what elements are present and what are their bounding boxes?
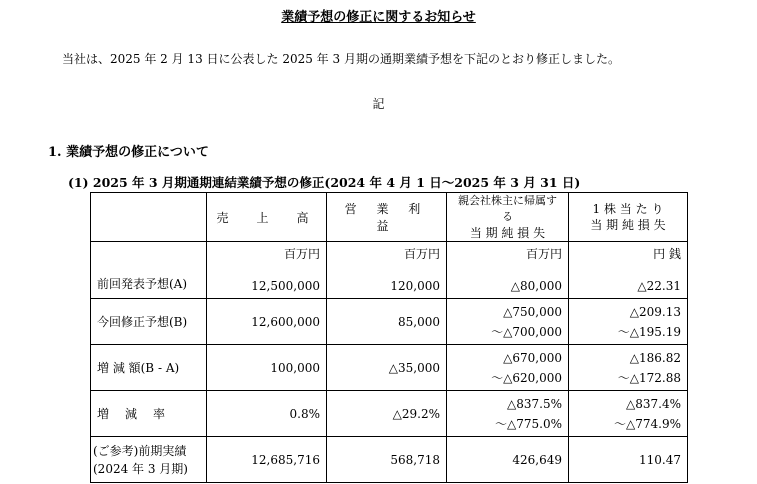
cell-net-income [447,242,569,299]
value-eps-to: ～△172.88 [617,370,681,385]
cell-net-income [447,345,569,391]
value-eps-from: △837.4% [626,396,681,411]
cell-eps [569,345,688,391]
cell-eps [569,242,688,299]
subsection-heading: (1) 2025 年 3 月期通期連結業績予想の修正(2024 年 4 月 1 日～2025 年 3 月 31 日) [68,175,581,190]
value-eps-to: ～△195.19 [617,324,681,339]
cell-eps [569,299,688,345]
value-operating-profit: 85,000 [327,299,447,345]
value-net-income-from: △837.5% [507,396,562,411]
header-net-income-line2: 当 期 純 損 失 [469,226,546,240]
value-sales: 100,000 [207,345,327,391]
value-operating-profit: 120,000 [390,279,440,293]
value-eps-from: △209.13 [629,304,681,319]
header-corner [91,193,207,242]
value-sales: 0.8% [207,391,327,437]
row-label [91,437,207,483]
value-net-income-to: ～△775.0% [495,416,562,431]
row-label: 増 減 額(B - A) [91,345,207,391]
row-label: 前回発表予想(A) [91,242,207,299]
forecast-table [90,192,688,483]
cell-operating-profit [327,242,447,299]
header-row [91,193,688,242]
row-label-line2: (2024 年 3 月期) [93,461,188,476]
cell-eps [569,391,688,437]
ki-marker: 記 [372,97,385,111]
header-eps-line2: 当 期 純 損 失 [590,218,666,232]
value-net-income-from: △670,000 [503,350,562,365]
unit-operating-profit: 百万円 [403,247,440,261]
value-net-income-to: ～△700,000 [491,324,562,339]
value-net-income: △80,000 [510,279,562,293]
cell-sales [207,242,327,299]
header-eps [569,193,688,242]
value-net-income: 426,649 [447,437,569,483]
cell-net-income [447,391,569,437]
value-sales: 12,500,000 [251,279,320,293]
table-row [91,299,688,345]
row-label: 増 減 率 [91,391,207,437]
row-label-line1: (ご参考)前期実績 [93,443,187,458]
header-operating-profit-label: 営 業 利 益 [344,202,429,233]
header-net-income [447,193,569,242]
document-title: 業績予想の修正に関するお知らせ [281,10,476,25]
header-eps-line1: 1 株 当 た り [592,202,664,216]
row-label: 今回修正予想(B) [91,299,207,345]
cell-net-income [447,299,569,345]
header-net-income-line1: 親会社株主に帰属する [458,194,557,223]
unit-eps: 円 銭 [653,247,681,261]
value-operating-profit: 568,718 [327,437,447,483]
intro-paragraph: 当社は、2025 年 2 月 13 日に公表した 2025 年 3 月期の通期業績予想を下記のとおり修正しました。 [62,52,620,66]
value-eps: 110.47 [569,437,688,483]
header-sales [207,193,327,242]
table-row [91,391,688,437]
value-sales: 12,685,716 [207,437,327,483]
value-net-income-from: △750,000 [503,304,562,319]
value-net-income-to: ～△620,000 [491,370,562,385]
value-operating-profit: △29.2% [327,391,447,437]
value-operating-profit: △35,000 [327,345,447,391]
value-eps-from: △186.82 [629,350,681,365]
header-sales-label: 売 上 高 [216,210,317,225]
value-sales: 12,600,000 [207,299,327,345]
unit-sales: 百万円 [283,247,320,261]
value-eps: △22.31 [637,279,681,293]
table-row [91,242,688,299]
unit-net-income: 百万円 [525,247,562,261]
value-eps-to: ～△774.9% [614,416,681,431]
table-row [91,437,688,483]
header-operating-profit [327,193,447,242]
section-heading: 1. 業績予想の修正について [48,145,209,160]
table-row [91,345,688,391]
